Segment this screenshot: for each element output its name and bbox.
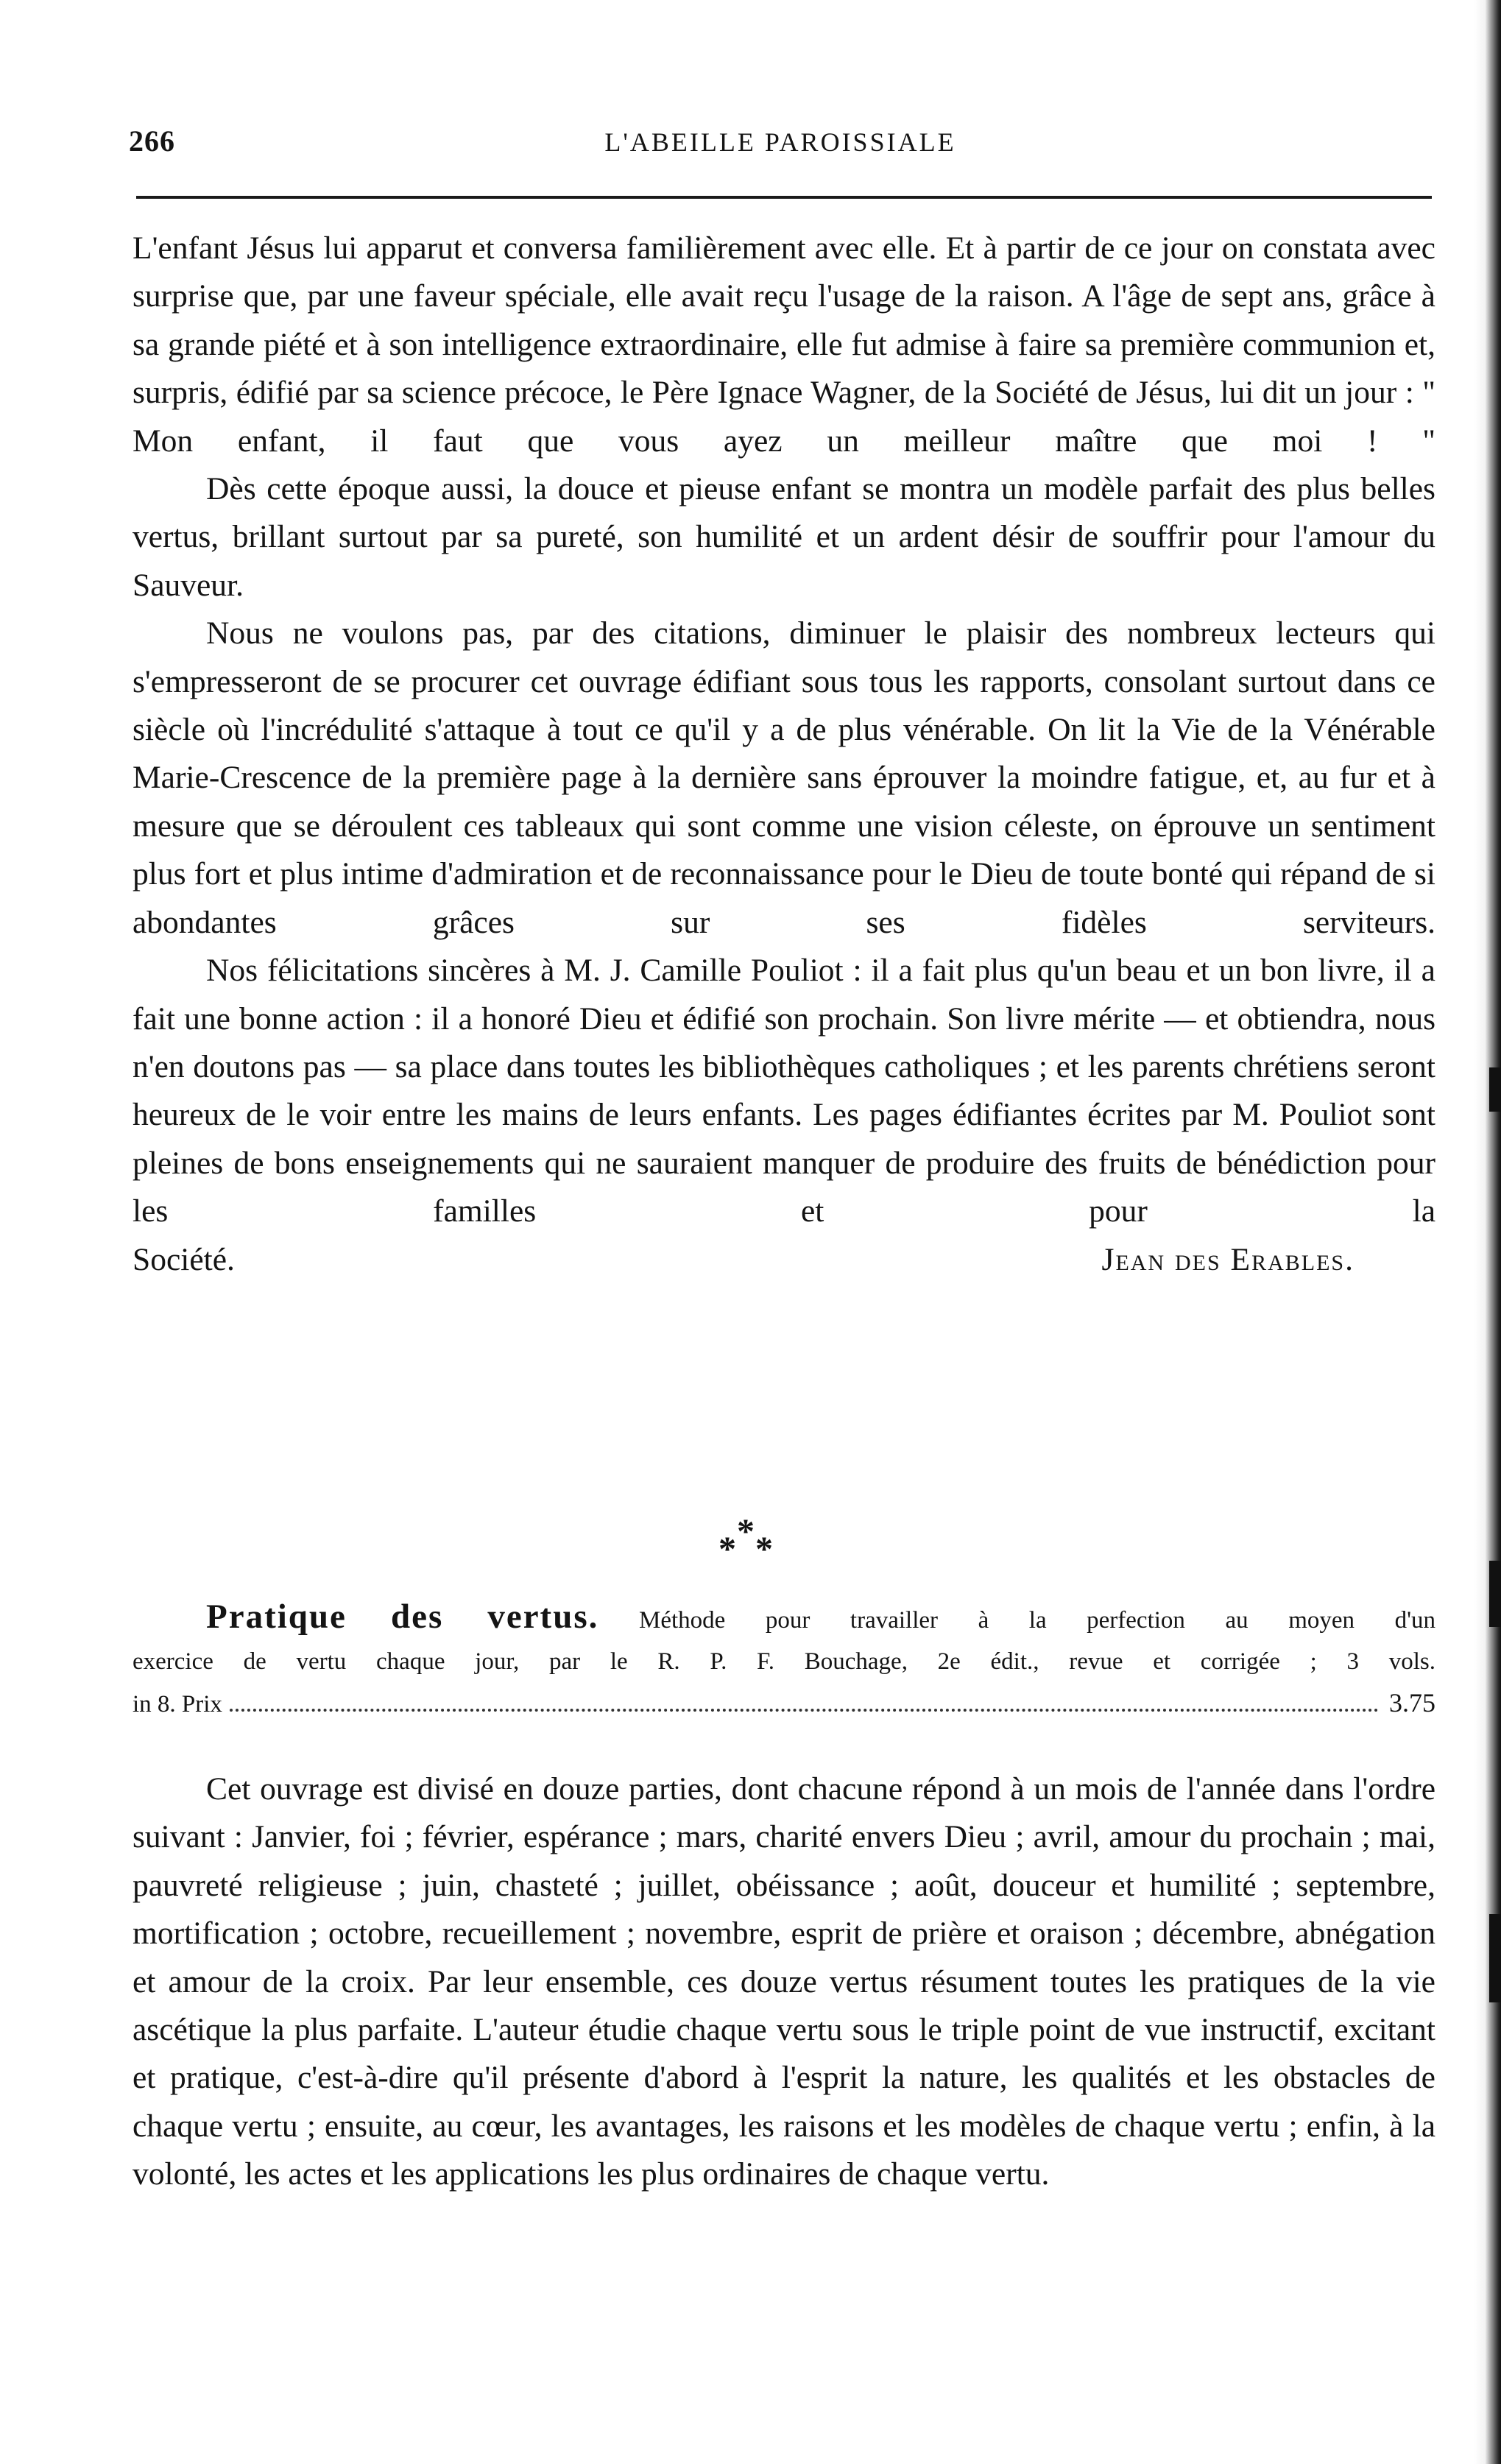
paragraph-congratulations: Nos félicitations sincères à M. J. Camille Pouliot : il a fait plus qu'un beau et un bon livre, il a fait une bonne action : il a honoré Dieu et édifié son prochain. Son livre mérite — et obtiendra, nous n'en doutons pas — sa place dans toutes les bibliothèques catholiques ; et les parents chrétiens seront heureux de le voir entre les mains de leurs enfants. Les pages édifiantes écrites par M. Pouliot sont pleines de bons enseignements qui ne sauraient manquer de produire des fruits de bénédiction pour les familles et pour la — [133, 953, 1435, 1229]
review-title-line — [133, 1596, 1435, 1641]
paragraph-reading-praise: Nous ne voulons pas, par des citations, diminuer le plaisir des nombreux lecteurs qui s'empresseront de se procurer cet ouvrage édifiant sous tous les rapports, consolant surtout dans ce siècle où l'incrédulité s'attaque à tout ce qu'il y a de plus vénérable. On lit la Vie de la Vénérable Marie-Crescence de la première page à la dernière sans éprouver la moindre fatigue, et, au fur et à mesure que se déroulent ces tableaux qui sont comme une vision céleste, on éprouve un sentiment plus fort et plus intime d'admiration et de reconnaissance pour le Dieu de toute bonté qui répand de si abondantes grâces sur ses fidèles serviteurs. — [133, 615, 1435, 940]
review-body — [133, 1765, 1435, 2199]
review-description-1: Méthode pour travailler à la perfection au moyen d'un — [638, 1607, 1436, 1634]
signoff-line — [133, 1236, 1435, 1284]
page-number: 266 — [129, 124, 175, 158]
price-line — [133, 1682, 1435, 1725]
price-value: 3.75 — [1389, 1688, 1435, 1718]
paragraph-virtues: Dès cette époque aussi, la douce et pieuse enfant se montra un modèle parfait des plus belles vertus, brillant surtout par sa pureté, son humilité et un ardent désir de souffrir pour l'amour du Sauveur. — [133, 471, 1435, 603]
asterism-star-top: * — [737, 1512, 755, 1551]
format-label: in 8. Prix — [133, 1691, 222, 1718]
paragraph-review-body: Cet ouvrage est divisé en douze parties, dont chacune répond à un mois de l'année dans l'ordre suivant : Janvier, foi ; février, espérance ; mars, charité envers Dieu ; avril, amour du prochain ; mai, pauvreté religieuse ; juin, chasteté ; juillet, obéissance ; août, douceur et humilité ; septembre, mortification ; octobre, recueillement ; novembre, esprit de prière et oraison ; décembre, abnégation et amour de la croix. Par leur ensemble, ces douze vertus résument toutes les pratiques de la vie ascétique la plus parfaite. L'auteur étudie chaque vertu sous le triple point de vue instructif, excitant et pratique, c'est-à-dire qu'il présente d'abord à l'esprit la nature, les qualités et les obstacles de chaque vertu ; ensuite, au cœur, les avantages, les raisons et les modèles de chaque vertu ; enfin, à la volonté, les actes et les applications les plus ordinaires de chaque vertu. — [133, 1771, 1435, 2192]
asterism-star-right: * — [755, 1530, 773, 1569]
review-description-line: exercice de vertu chaque jour, par le R. P. F. Bouchage, 2e édit., revue et corrigée ; 3 vols. — [133, 1648, 1435, 1675]
scan-artifact — [1489, 1914, 1501, 2002]
review-title: Pratique des vertus. — [206, 1598, 599, 1636]
dot-leaders — [230, 1709, 1379, 1712]
book-review-continued — [133, 225, 1435, 1284]
header-rule — [136, 196, 1432, 199]
scan-artifact — [1489, 1561, 1501, 1627]
journal-title: L'ABEILLE PAROISSIALE — [604, 127, 956, 157]
asterism-separator — [0, 1513, 1501, 1572]
paragraph-child-jesus-apparition: L'enfant Jésus lui apparut et conversa familièrement avec elle. Et à partir de ce jour on constata avec surprise que, par une faveur spéciale, elle avait reçu l'usage de la raison. A l'âge de sept ans, grâce à sa grande piété et à son intelligence extraordinaire, elle fut admise à faire sa première communion et, surpris, édifié par sa science précoce, le Père Ignace Wagner, de la Société de Jésus, lui dit un jour : " Mon enfant, il faut que vous ayez un meilleur maître que moi ! " — [133, 230, 1435, 459]
closing-word: Société. — [133, 1241, 235, 1277]
running-head — [129, 124, 1432, 168]
review-header — [133, 1596, 1435, 1725]
scan-border-shadow — [1474, 0, 1501, 2464]
scan-artifact — [1489, 1067, 1501, 1112]
asterism-star-left: * — [718, 1530, 736, 1569]
author-signature: Jean des Erables. — [1101, 1241, 1355, 1277]
